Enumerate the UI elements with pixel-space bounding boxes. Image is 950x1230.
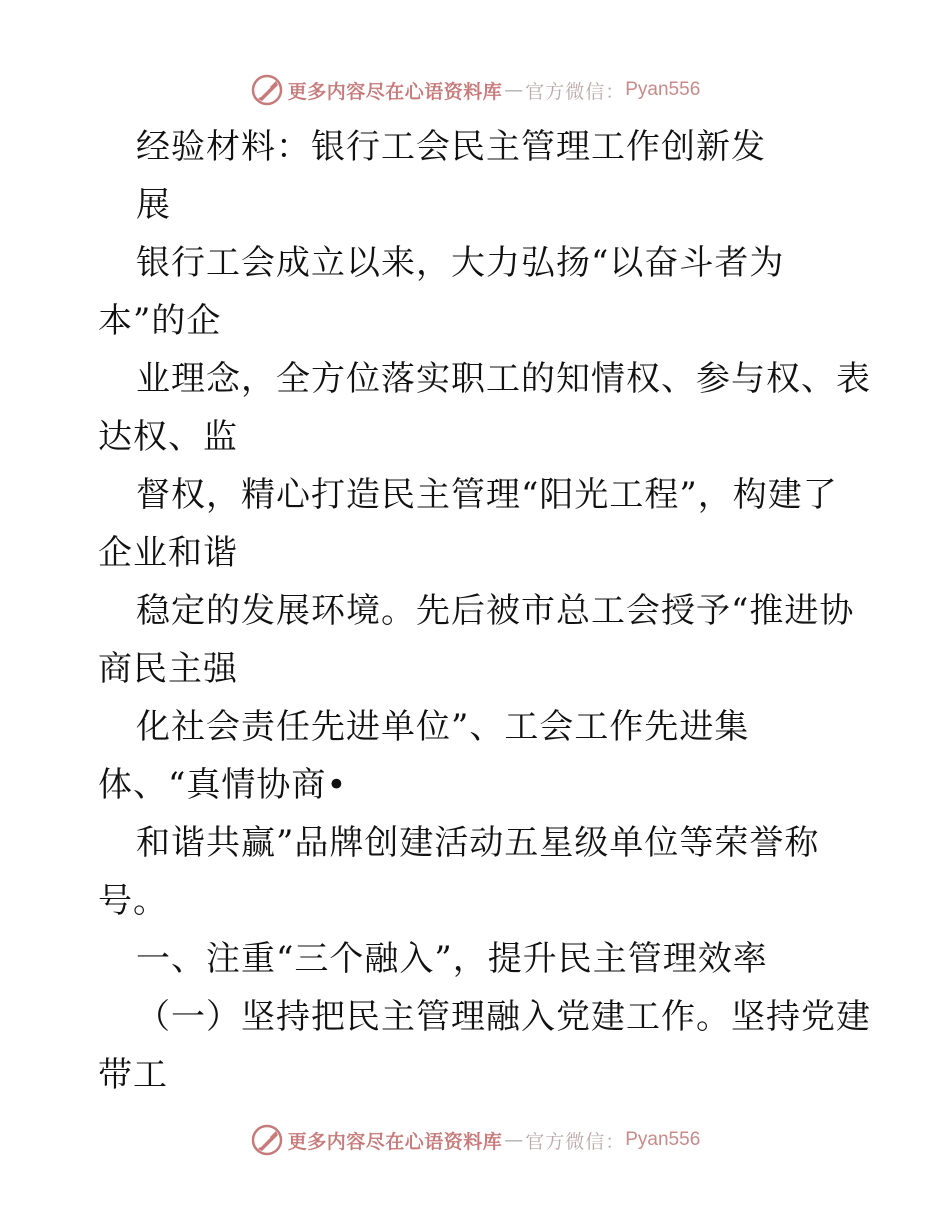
footer-watermark [0, 1120, 950, 1160]
paragraph-line: 企业和谐 [98, 533, 238, 573]
doc-title-line-2: 展 [136, 185, 171, 225]
paragraph-line: 化社会责任先进单位”、工会工作先进集 [136, 707, 750, 747]
paragraph-line: 本”的企 [98, 301, 222, 341]
paragraph-line: 号。 [98, 881, 168, 921]
paragraph-line: 业理念，全方位落实职工的知情权、参与权、表 [136, 359, 871, 399]
section-heading: 一、注重“三个融入”，提升民主管理效率 [136, 939, 768, 979]
watermark-wechat-id: Pyan556 [625, 79, 701, 100]
watermark-dash: — [504, 79, 524, 101]
paragraph-line: 和谐共赢”品牌创建活动五星级单位等荣誉称 [136, 823, 820, 863]
watermark-wechat-label: 官方微信： [525, 1130, 626, 1153]
quill-logo-icon [250, 1123, 284, 1157]
paragraph-line: 督权，精心打造民主管理“阳光工程”，构建了 [136, 475, 838, 515]
paragraph-line: 带工 [98, 1055, 168, 1095]
paragraph-line: 体、“真情协商• [98, 765, 348, 805]
watermark-wechat-id: Pyan556 [625, 1129, 701, 1150]
paragraph-line: 商民主强 [98, 649, 238, 689]
watermark-main-text: 更多内容尽在心语资料库 [287, 1130, 503, 1153]
watermark-main-text: 更多内容尽在心语资料库 [287, 80, 503, 103]
doc-title-line-1: 经验材料：银行工会民主管理工作创新发 [136, 127, 766, 167]
watermark-wechat-label: 官方微信： [525, 80, 626, 103]
paragraph-line: 稳定的发展环境。先后被市总工会授予“推进协 [136, 591, 855, 631]
header-watermark [0, 70, 950, 110]
document-body [98, 118, 871, 1104]
paragraph-line: 达权、监 [98, 417, 238, 457]
paragraph-line: 银行工会成立以来，大力弘扬“以奋斗者为 [136, 243, 785, 283]
watermark-dash: — [504, 1129, 524, 1151]
quill-logo-icon [250, 73, 284, 107]
subsection-heading-line: （一）坚持把民主管理融入党建工作。坚持党建 [136, 997, 871, 1037]
